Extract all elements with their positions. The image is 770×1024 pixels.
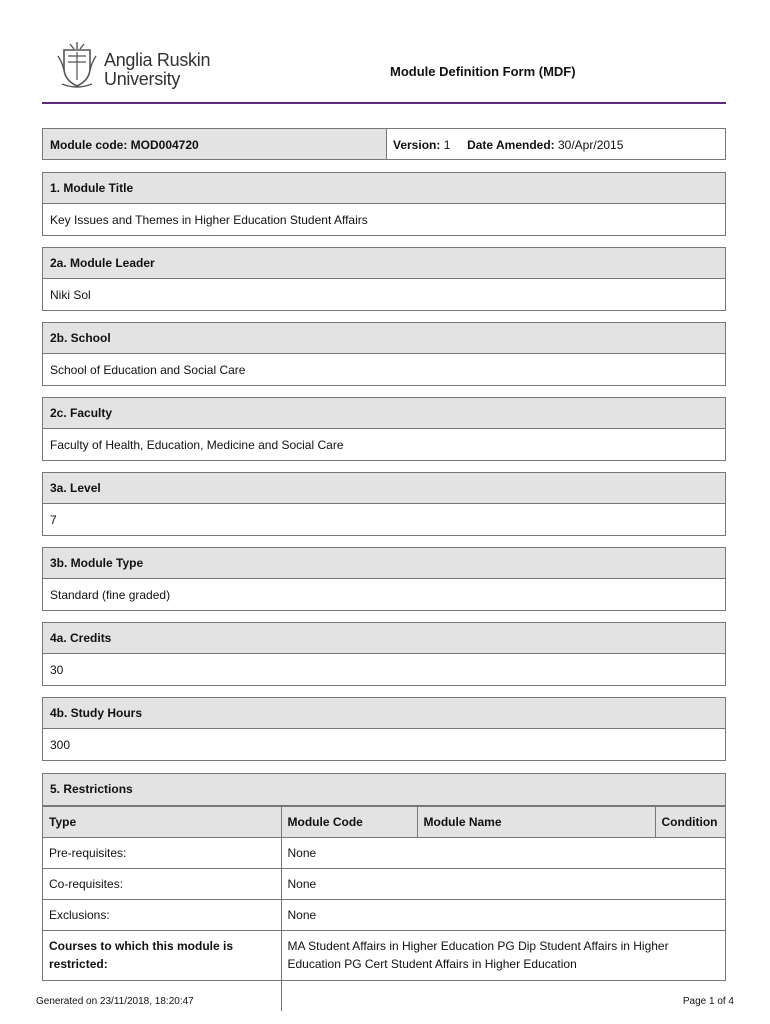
section-heading: 2a. Module Leader [43,248,725,279]
section-faculty [42,397,726,461]
logo-text-line2: University [104,69,181,89]
table-row [43,838,725,869]
table-row [43,900,725,931]
section-study-hours [42,697,726,761]
column-header-condition: Condition [655,807,725,838]
row-type: Courses to which this module is restricted: [43,931,281,1011]
version-value: 1 [443,138,451,152]
page-number: Page 1 of 4 [682,996,734,1007]
version-label: Version: [393,138,441,152]
row-type: Co-requisites: [43,869,281,900]
section-value: 30 [50,663,64,677]
section-value: Key Issues and Themes in Higher Education Student Affairs [50,213,368,227]
page-header [42,36,726,104]
row-value: None [281,838,725,869]
date-amended-value: 30/Apr/2015 [558,138,624,152]
date-amended-label: Date Amended: [467,138,555,152]
generated-timestamp: Generated on 23/11/2018, 18:20:47 [36,996,194,1007]
section-school [42,322,726,386]
section-level [42,472,726,536]
table-header-row [43,807,725,838]
section-credits [42,622,726,686]
section-heading: 1. Module Title [43,173,725,204]
column-header-module-name: Module Name [417,807,655,838]
document-title: Module Definition Form (MDF) [390,64,576,79]
section-heading: 5. Restrictions [43,774,725,806]
module-code: Module code: MOD004720 [43,129,387,159]
section-heading: 3b. Module Type [43,548,725,579]
section-value: 300 [50,738,71,752]
section-value: Faculty of Health, Education, Medicine and Social Care [50,438,344,452]
section-heading: 3a. Level [43,473,725,504]
section-value: Standard (fine graded) [50,588,171,602]
row-value: MA Student Affairs in Higher Education PG Dip Student Affairs in Higher Education PG Cert Student Affairs in Higher Education [281,931,725,1011]
module-code-row [42,128,726,160]
section-heading: 2b. School [43,323,725,354]
section-module-title [42,172,726,236]
table-row [43,869,725,900]
university-logo [56,40,246,90]
section-module-type [42,547,726,611]
section-restrictions [42,773,726,981]
row-type: Exclusions: [43,900,281,931]
row-value: None [281,900,725,931]
section-heading: 4b. Study Hours [43,698,725,729]
version-date-cell [387,129,725,159]
restrictions-table [43,806,725,1011]
row-value: None [281,869,725,900]
section-heading: 4a. Credits [43,623,725,654]
column-header-module-code: Module Code [281,807,417,838]
row-type: Pre-requisites: [43,838,281,869]
logo-text-line1: Anglia Ruskin [104,50,211,70]
section-value: School of Education and Social Care [50,363,246,377]
column-header-type: Type [43,807,281,838]
section-value: Niki Sol [50,288,91,302]
section-module-leader [42,247,726,311]
section-heading: 2c. Faculty [43,398,725,429]
crest-icon [56,40,98,88]
section-value: 7 [50,513,57,527]
